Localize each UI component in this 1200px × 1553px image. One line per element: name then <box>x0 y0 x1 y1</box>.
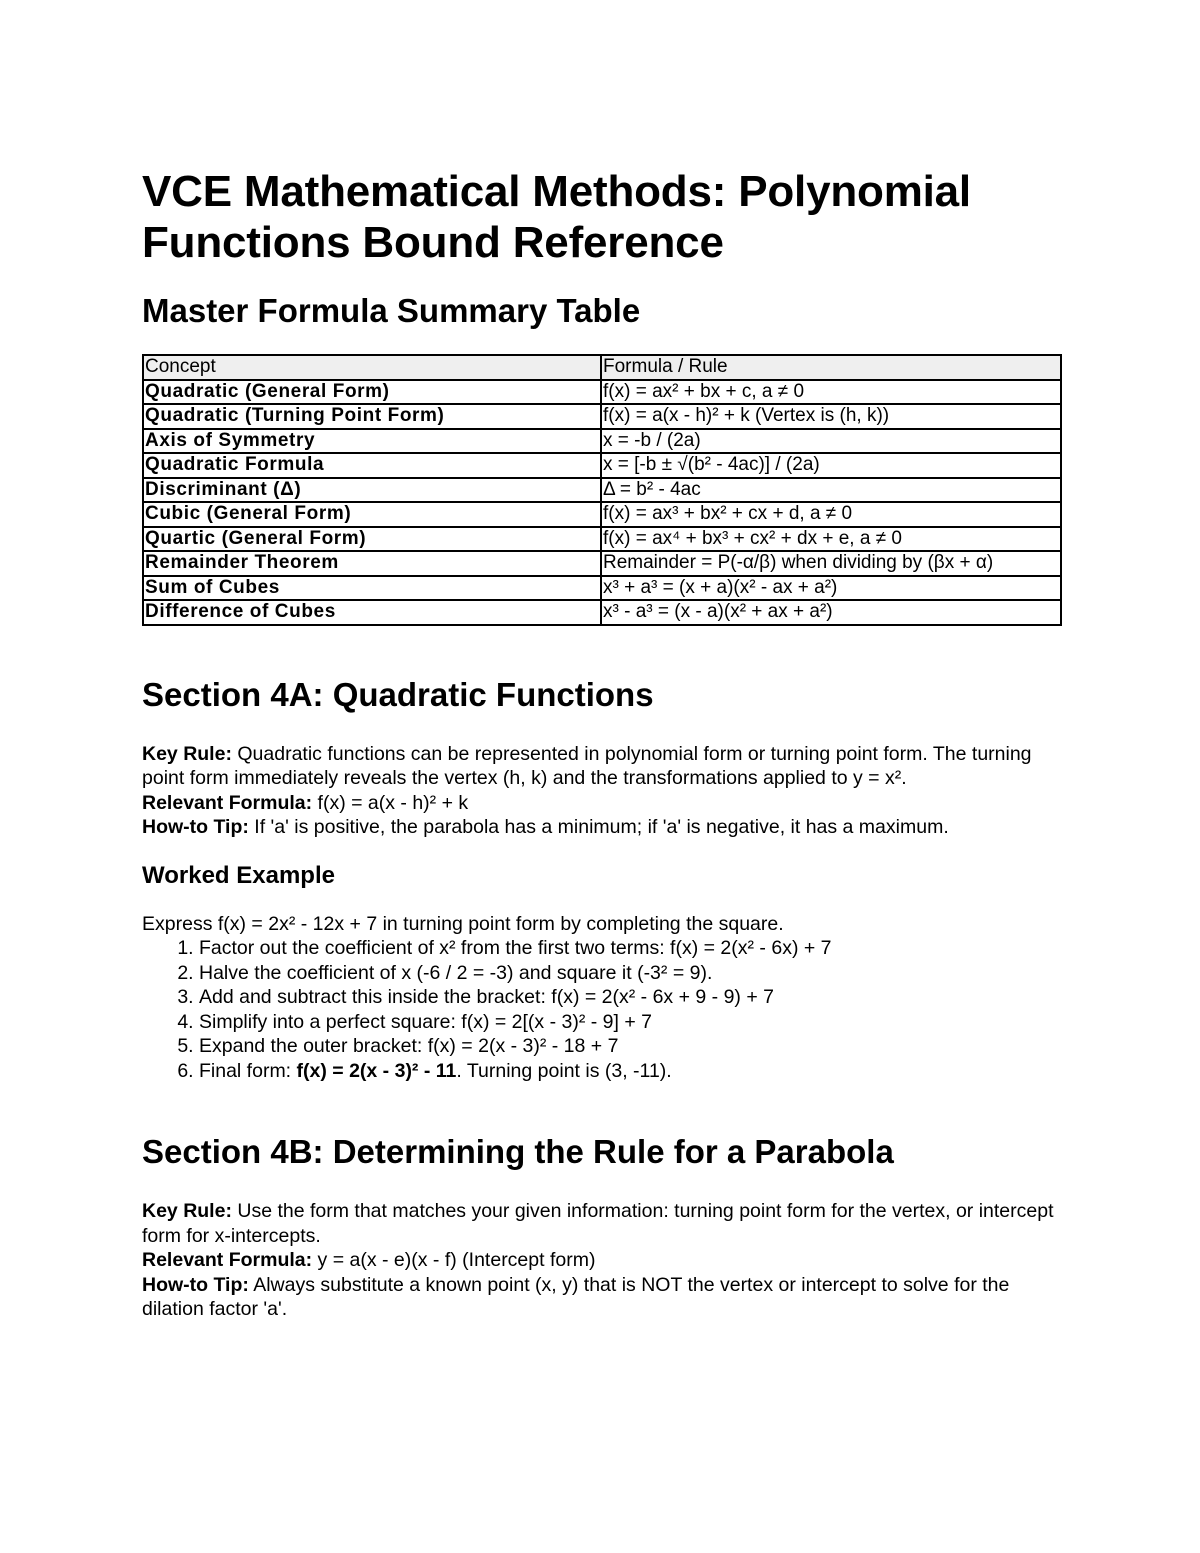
section-4b-heading: Section 4B: Determining the Rule for a Parabola <box>142 1133 894 1170</box>
formula-cell: f(x) = ax⁴ + bx³ + cx² + dx + e, a ≠ 0 <box>601 527 1061 552</box>
relevant-formula-paragraph <box>142 791 1060 816</box>
concept-cell: Sum of Cubes <box>143 576 601 601</box>
list-item: 4. Simplify into a perfect square: f(x) = 2[(x - 3)² - 9] + 7 <box>199 1010 1060 1035</box>
list-item: 2. Halve the coefficient of x (-6 / 2 = -3) and square it (-3² = 9). <box>199 961 1060 986</box>
how-to-tip-label: How-to Tip: <box>142 816 249 838</box>
formula-summary-table <box>142 354 1062 626</box>
concept-cell: Axis of Symmetry <box>143 429 601 454</box>
table-row <box>143 429 1061 454</box>
formula-cell: Δ = b² - 4ac <box>601 478 1061 503</box>
table-row <box>143 527 1061 552</box>
how-to-tip-paragraph <box>142 815 1060 840</box>
final-form-result: f(x) = 2(x - 3)² - 11 <box>296 1059 457 1082</box>
table-row <box>143 453 1061 478</box>
worked-example-heading: Worked Example <box>142 861 335 889</box>
how-to-tip-text: Always substitute a known point (x, y) that is NOT the vertex or intercept to solve for the dilation factor 'a'. <box>142 1273 1010 1320</box>
key-rule-paragraph <box>142 1199 1060 1248</box>
worked-example-intro: Express f(x) = 2x² - 12x + 7 in turning point form by completing the square. <box>142 912 784 935</box>
table-header-row <box>143 355 1061 380</box>
key-rule-label: Key Rule: <box>142 742 232 765</box>
worked-example-steps <box>142 936 1060 1083</box>
concept-cell: Remainder Theorem <box>143 551 601 576</box>
formula-cell: f(x) = a(x - h)² + k (Vertex is (h, k)) <box>601 404 1061 429</box>
concept-cell: Discriminant (Δ) <box>143 478 601 503</box>
table-row <box>143 478 1061 503</box>
how-to-tip-text: If 'a' is positive, the parabola has a minimum; if 'a' is negative, it has a maximum. <box>248 816 949 838</box>
key-rule-text: Use the form that matches your given information: turning point form for the vertex, or intercept form for x-intercepts. <box>142 1200 1054 1247</box>
formula-cell: f(x) = ax² + bx + c, a ≠ 0 <box>601 380 1061 405</box>
table-row <box>143 551 1061 576</box>
table-row <box>143 576 1061 601</box>
how-to-tip-label: How-to Tip: <box>142 1273 249 1296</box>
list-item: 3. Add and subtract this inside the bracket: f(x) = 2(x² - 6x + 9 - 9) + 7 <box>199 985 1060 1010</box>
column-header-formula: Formula / Rule <box>601 355 1061 380</box>
table-row <box>143 502 1061 527</box>
list-item: 5. Expand the outer bracket: f(x) = 2(x - 3)² - 18 + 7 <box>199 1034 1060 1059</box>
document-page <box>142 166 1060 1322</box>
table-row <box>143 380 1061 405</box>
table-row <box>143 404 1061 429</box>
relevant-formula-label: Relevant Formula: <box>142 791 313 814</box>
formula-cell: x³ - a³ = (x - a)(x² + ax + a²) <box>601 600 1061 625</box>
summary-heading: Master Formula Summary Table <box>142 292 641 329</box>
column-header-concept: Concept <box>143 355 601 380</box>
list-item: 1. Factor out the coefficient of x² from the first two terms: f(x) = 2(x² - 6x) + 7 <box>199 936 1060 961</box>
key-rule-paragraph <box>142 742 1060 791</box>
formula-cell: x³ + a³ = (x + a)(x² - ax + a²) <box>601 576 1061 601</box>
formula-cell: Remainder = P(-α/β) when dividing by (βx + α) <box>601 551 1061 576</box>
document-title: VCE Mathematical Methods: Polynomial Functions Bound Reference <box>142 167 971 267</box>
key-rule-text: Quadratic functions can be represented in polynomial form or turning point form. The turning point form immediately reveals the vertex (h, k) and the transformations applied to y = x². <box>142 742 1032 789</box>
section-4a-body <box>142 742 1060 840</box>
concept-cell: Cubic (General Form) <box>143 502 601 527</box>
formula-cell: f(x) = ax³ + bx² + cx + d, a ≠ 0 <box>601 502 1061 527</box>
concept-cell: Quadratic (General Form) <box>143 380 601 405</box>
section-4a-heading: Section 4A: Quadratic Functions <box>142 675 654 713</box>
how-to-tip-paragraph <box>142 1273 1060 1322</box>
relevant-formula-text: f(x) = a(x - h)² + k <box>312 791 469 814</box>
worked-example-body <box>142 912 1060 1084</box>
section-4b-body <box>142 1199 1060 1322</box>
concept-cell: Quartic (General Form) <box>143 527 601 552</box>
final-form-suffix: . Turning point is (3, -11). <box>456 1059 672 1082</box>
concept-cell: Difference of Cubes <box>143 600 601 625</box>
list-item <box>199 1059 1060 1084</box>
formula-cell: x = -b / (2a) <box>601 429 1061 454</box>
relevant-formula-text: y = a(x - e)(x - f) (Intercept form) <box>312 1249 596 1271</box>
final-form-prefix: Final form: <box>199 1059 297 1082</box>
relevant-formula-label: Relevant Formula: <box>142 1249 313 1271</box>
key-rule-label: Key Rule: <box>142 1200 232 1222</box>
table-row <box>143 600 1061 625</box>
concept-cell: Quadratic Formula <box>143 453 601 478</box>
formula-cell: x = [-b ± √(b² - 4ac)] / (2a) <box>601 453 1061 478</box>
relevant-formula-paragraph <box>142 1248 1060 1273</box>
concept-cell: Quadratic (Turning Point Form) <box>143 404 601 429</box>
